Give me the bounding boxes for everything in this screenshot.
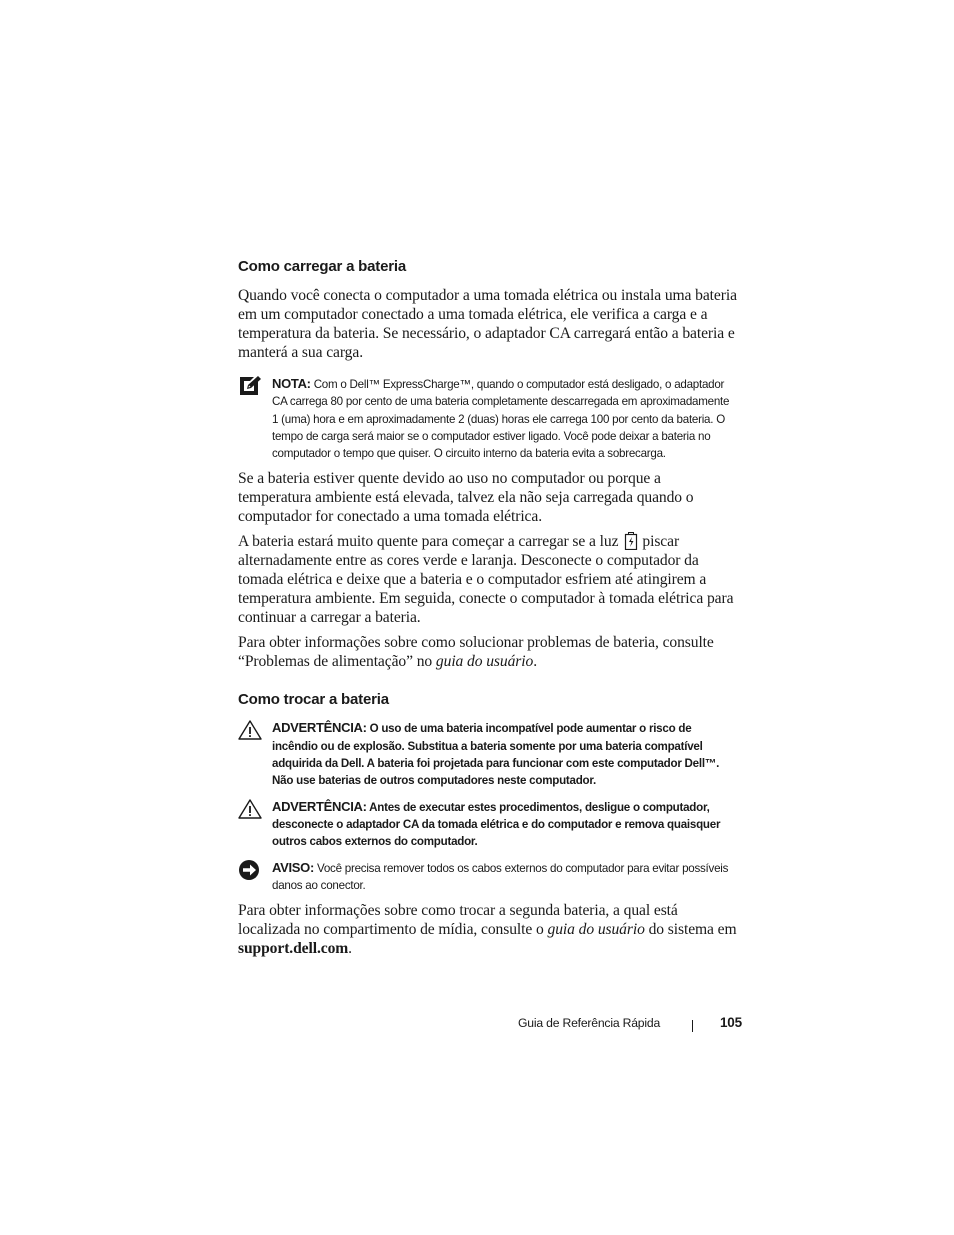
content-column (238, 258, 738, 958)
section-heading-replacing: Como trocar a bateria (238, 691, 389, 709)
note-expresscharge (238, 375, 738, 462)
user-guide-reference: guia do usuário (435, 653, 534, 671)
footer-separator (692, 1020, 693, 1032)
page-number: 105 (720, 1015, 742, 1030)
paragraph-troubleshooting (238, 633, 738, 671)
troubleshooting-text: Para obter informações sobre como solucionar problemas de bateria, consulte “Problemas de alimentação” no (238, 634, 714, 671)
second-battery-end: . (348, 940, 352, 958)
second-battery-text: Para obter informações sobre como trocar a segunda bateria, a qual está localizada no compartimento de mídia, consulte o (238, 902, 678, 939)
paragraph-battery-light (238, 532, 738, 627)
notice-text: Você precisa remover todos os cabos externos do computador para evitar possíveis danos ao conector. (272, 861, 729, 892)
second-battery-text-middle: do sistema em (648, 921, 737, 939)
warning-text: O uso de uma bateria incompatível pode aumentar o risco de incêndio ou de explosão. Substitua a bateria somente por uma bateria compatível adquirida da Dell. A bateria foi projetada para funcionar com este computador Dell™. Não use baterias de outros computadores neste computador. (272, 722, 720, 788)
warning-incompatible-battery (238, 719, 738, 789)
warning-text: Antes de executar estes procedimentos, desligue o computador, desconecte o adaptador CA da tomada elétrica e do computador e remova quaisquer outros cabos externos do computador. (272, 800, 721, 849)
note-text: Com o Dell™ ExpressCharge™, quando o computador está desligado, o adaptador CA carrega 80 por cento de uma bateria completamente descarregada em aproximadamente 1 (uma) hora e em aproximadamente 2 (duas) horas ele carrega 100 por cento da bateria. O tempo de carga será maior se o computador estiver ligado. Você pode deixar a bateria no computador o tempo que quiser. O circuito interno da bateria evita a sobrecarga. (272, 378, 730, 461)
warning-triangle-icon (238, 798, 262, 820)
battery-light-text-after: piscar alternadamente entre as cores verde e laranja. Desconecte o computador da tomada elétrica e deixe que a bateria e o computador esfriem até atingirem a temperatura ambiente. Em seguida, conecte o computador à tomada elétrica para continuar a carregar a bateria. (238, 533, 734, 627)
paragraph-charging-intro: Quando você conecta o computador a uma tomada elétrica ou instala uma bateria em um computador conectado a uma tomada elétrica, ele verifica a carga e a temperatura da bateria. Se necessário, o adaptador CA carregará então a bateria e manterá a sua carga. (238, 287, 737, 361)
warning-label: ADVERTÊNCIA: (272, 798, 367, 814)
warning-label: ADVERTÊNCIA: (272, 720, 367, 736)
notice-label: AVISO: (272, 859, 315, 875)
troubleshooting-end: . (533, 653, 538, 671)
notice-arrow-icon (238, 859, 262, 881)
support-link[interactable]: support.dell.com (238, 940, 349, 958)
battery-light-text-before: A bateria estará muito quente para começar a carregar se a luz (238, 533, 619, 551)
paragraph-second-battery (238, 901, 738, 958)
notice-cables (238, 859, 738, 895)
pencil-note-icon (238, 375, 262, 397)
user-guide-reference: guia do usuário (547, 921, 645, 939)
note-label: NOTA: (272, 376, 311, 391)
battery-light-icon (624, 532, 638, 550)
paragraph-hot-battery: Se a bateria estiver quente devido ao uso no computador ou porque a temperatura ambiente está elevada, talvez ela não seja carregada quando o computador for conectado a uma tomada elétrica. (238, 470, 694, 526)
section-heading-charging: Como carregar a bateria (238, 258, 406, 275)
footer-title: Guia de Referência Rápida (518, 1016, 661, 1030)
warning-disconnect (238, 798, 738, 851)
warning-triangle-icon (238, 719, 262, 741)
